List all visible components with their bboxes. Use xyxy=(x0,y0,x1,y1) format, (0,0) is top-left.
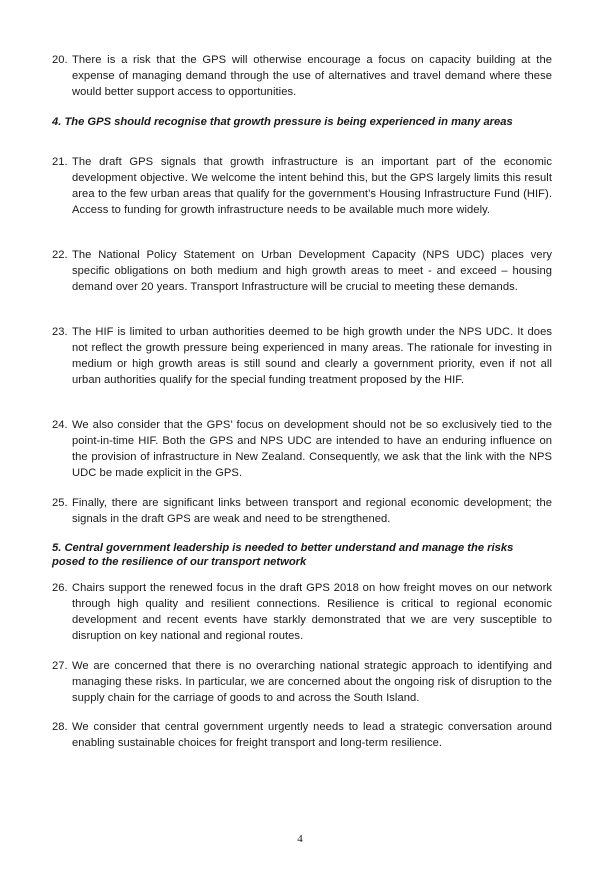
paragraph-text: Chairs support the renewed focus in the draft GPS 2018 on how freight moves on our network through high quality and resilient connections. Resilience is critical to regional economic development and recent events have starkly demonstrated that we are very susceptible to disruption on key national and regional routes. xyxy=(72,582,552,642)
paragraph-number: 26. xyxy=(52,582,68,594)
paragraph-number: 24. xyxy=(52,419,68,431)
paragraph-21 xyxy=(52,154,552,218)
paragraph-number: 22. xyxy=(52,249,68,261)
paragraph-26 xyxy=(52,580,552,644)
paragraph-22 xyxy=(52,247,552,295)
section-heading-5: 5. Central government leadership is needed to better understand and manage the risks posed to the resilience of our transport network xyxy=(52,542,514,568)
paragraph-text: Finally, there are significant links between transport and regional economic development; the signals in the draft GPS are weak and need to be strengthened. xyxy=(72,497,552,525)
page-number: 4 xyxy=(297,833,303,845)
paragraph-28 xyxy=(52,719,552,751)
paragraph-number: 23. xyxy=(52,326,68,338)
paragraph-text: We consider that central government urgently needs to lead a strategic conversation around enabling sustainable choices for freight transport and long-term resilience. xyxy=(72,721,552,749)
paragraph-24 xyxy=(52,417,552,481)
paragraph-23 xyxy=(52,324,552,388)
paragraph-27 xyxy=(52,658,552,706)
paragraph-text: We also consider that the GPS’ focus on development should not be so exclusively tied to the point-in-time HIF. Both the GPS and NPS UDC are intended to have an enduring influence on the provision of infrastructure in New Zealand. Consequently, we ask that the link with the NPS UDC be made explicit in the GPS. xyxy=(72,419,552,479)
paragraph-number: 20. xyxy=(52,54,68,66)
paragraph-number: 28. xyxy=(52,721,68,733)
section-heading-4: 4. The GPS should recognise that growth pressure is being experienced in many areas xyxy=(52,116,513,128)
paragraph-number: 27. xyxy=(52,660,68,672)
paragraph-text: We are concerned that there is no overarching national strategic approach to identifying and managing these risks. In particular, we are concerned about the ongoing risk of disruption to the supply chain for the carriage of goods to and across the South Island. xyxy=(72,660,552,704)
paragraph-text: The National Policy Statement on Urban Development Capacity (NPS UDC) places very specific obligations on both medium and high growth areas to meet - and exceed – housing demand over 20 years. Transport Infrastructure will be crucial to meeting these demands. xyxy=(72,249,552,293)
paragraph-25 xyxy=(52,495,552,527)
paragraph-20 xyxy=(52,52,552,100)
paragraph-text: The draft GPS signals that growth infrastructure is an important part of the economic development objective. We welcome the intent behind this, but the GPS largely limits this result area to the few urban areas that qualify for the government’s Housing Infrastructure Fund (HIF). Access to funding for growth infrastructure needs to be available much more widely. xyxy=(72,156,552,216)
paragraph-number: 25. xyxy=(52,497,68,509)
paragraph-number: 21. xyxy=(52,156,68,168)
paragraph-text: There is a risk that the GPS will otherwise encourage a focus on capacity building at the expense of managing demand through the use of alternatives and travel demand where these would better support access to opportunities. xyxy=(72,54,552,98)
paragraph-text: The HIF is limited to urban authorities deemed to be high growth under the NPS UDC. It does not reflect the growth pressure being experienced in many areas. The rationale for investing in medium or high growth areas is still sound and clearly a government priority, even if not all urban authorities qualify for the special funding treatment proposed by the HIF. xyxy=(72,326,552,386)
